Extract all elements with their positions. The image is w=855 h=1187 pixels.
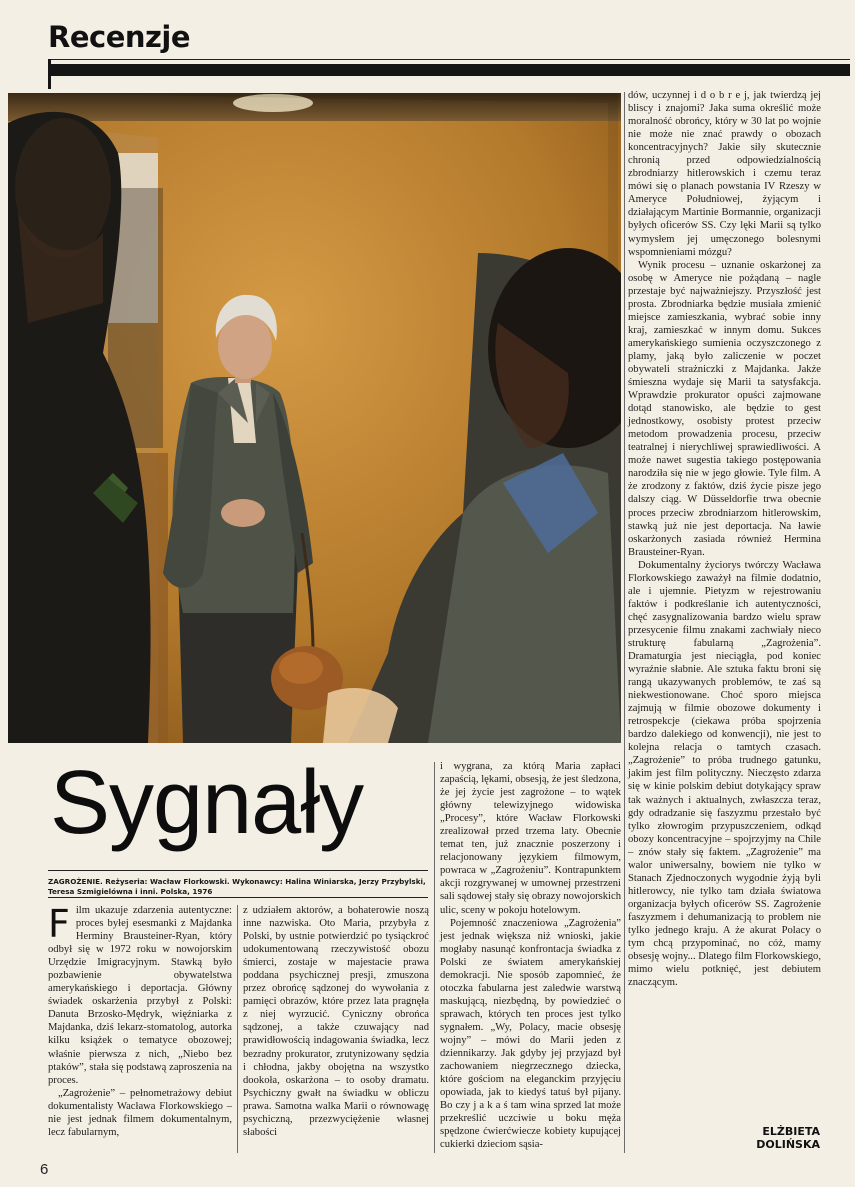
- author-last-name: DOLIŃSKA: [756, 1138, 820, 1151]
- paragraph: Pojemność znaczeniowa „Zagrożenia” jest jednak większa niż wnioski, jakie mogłaby nasunąć konfrontacja świadka z Polski ze światem amerykańskiej demokracji. Nie sposób zapomnieć, że otoczka fabularna jest zaledwie warstwą maskującą, niezbędną, by powiedzieć o sprawach, których ten proces jest tylko sygnałem. „Wy, Polacy, macie obsesję wojny” – mówi do Marii jeden z dziennikarzy. Jak gdyby jej przyjazd był zachowaniem niegrzecznego dziecka, które gościom na eleganckim przyjęciu opowiada, jak to kiedyś tatuś był pijany. Bo czy j a k a ś tam wina sprzed lat może przekreślić uczciwie u boku męża spędzone ćwierćwiecze kobiety kupującej cukierki dzieciom sąsia-: [440, 917, 621, 1151]
- credits-rule-top: [48, 870, 428, 871]
- page-number: 6: [40, 1161, 49, 1178]
- paragraph: Dokumentalny życiorys twórczy Wacława Florkowskiego zaważył na filmie dodatnio, ale i ujemnie. Pietyzm w rejestrowaniu faktów i podkreślanie ich autentyczności, chęć zasygnalizowania bardzo wielu spraw przesycenie filmu znakami zachwiały nieco strukturę fabularną „Zagrożenia”. Dramaturgia jest nieciągła, pod koniec wyraźnie słabnie. Ale sztuka faktu broni się rangą ukazywanych problemów, te zaś są niekwestionowane. Choć sporo miejsca zajmują w filmie obozowe dokumenty i retrospekcje (ciekawa próba spojrzenia bardzo dalekiego od konwencji), nie jest to kolejna relacja o tamtych czasach. „Zagrożenie” to próba trudnego gatunku, jakim jest film polityczny. Nieczęsto zdarza się w kinie polskim debiut dotykający spraw tak ważnych i aktualnych, zwłaszcza teraz, gdy odradzanie się faszyzmu przestało być tylko złowrogim przypuszczeniem, odkąd obozy koncentracyjne – spojrzyjmy na Chile – znów stały się faktem. „Zagrożenie” ma walor uniwersalny, bowiem nie tylko w Stanach Zjednoczonych wygodnie żyją byli hitlerowcy, nie tylko tam działa światowa organizacja byłych oficerów SS. Zagrożenie faszyzmem i dehumanizacją to problem nie tylko jednego kraju. A że akurat Polacy o tym chcą przypominać, no cóż, mamy obsesję wojny... Dlatego film Florkowskiego, mimo wielu potknięć, jest debiutem znaczącym.: [628, 559, 821, 989]
- film-credits: ZAGROŻENIE. Reżyseria: Wacław Florkowski. Wykonawcy: Halina Winiarska, Jerzy Przybylski, Teresa Szmigielówna i inni. Polska, 1976: [48, 877, 426, 896]
- column-divider-3: [624, 92, 625, 1153]
- article-column-center: [440, 760, 621, 1151]
- film-still-photo: [8, 93, 621, 743]
- author-byline: [745, 1125, 820, 1151]
- paragraph: z udziałem aktorów, a bohaterowie noszą inne nazwiska. Oto Maria, przybyła z Polski, by ustnie potwierdzić po tysiąckroć udokumentowaną rzeczywistość obozu śmierci, zostaje w majestacie prawa poddana psychicznej presji, zmuszona przez obrońcę sądzonej do wywołania z pamięci obrazów, które przez lata pragnęła z niej wyrzucić. Cyniczny obrońca sądzonej, a także czuwający nad prawidłowością indagowania świadka, lecz bezradny prokurator, zrutynizowany sędzia i chłodna, jakby obojętna na wszystko dookoła, oskarżona – to osoby dramatu. Psychiczny gwałt na świadku w obliczu prawa. Samotna walka Marii o równowagę psychiczną, przezwyciężenie własnej słabości: [243, 905, 429, 1138]
- paragraph-text: ilm ukazuje zdarzenia autentyczne: proces byłej esesmanki z Majdanka Herminy Brausteiner-Ryan, który odbył się w 1972 roku w nowojorskim Urzędzie Imigracyjnym. Stawką było pozbawienie obywatelstwa amerykańskiego i deportacja. Główny świadek oskarżenia przybył z Polski: Danuta Brzosko-Mędryk, więźniarka z Majdanka, dziś lekarz-stomatolog, autorka kilku książek o tematyce obozowej; właśnie pierwsza z nich, „Niebo bez ptaków”, stała się podstawą zaproszenia na proces.: [48, 905, 232, 1086]
- paragraph: i wygrana, za którą Maria zapłaci zapaścią, lękami, obsesją, że jest śledzona, że jej życie jest zagrożone – to wątek główny telewizyjnego widowiska „Procesy”, które Wacław Florkowski zrealizował przed trzema laty. Obecnie temat ten, już znacznie poszerzony i relacjonowany językiem filmowym, powraca w „Zagrożeniu”. Kontrapunktem akcji rozgrywanej w umownej przestrzeni sali sądowej stały się obrazy nowojorskich ulic, sceny w pokoju hotelowym.: [440, 761, 621, 916]
- header-rule-thick: [48, 64, 850, 76]
- header-rule-thin: [48, 59, 850, 60]
- drop-cap: F: [48, 902, 70, 946]
- paragraph: dów, uczynnej i d o b r e j, jak twierdzą jej bliscy i znajomi? Jaka suma określić może moralność obrońcy, który w 30 lat po wojnie nie może nie znać prawdy o obozach koncentracyjnych? Jakie siły skutecznie chronią przed odpowiedzialnością zbrodniarzy hitlerowskich i czemu teraz mówi się o planach powstania IV Rzeszy w Ameryce Południowej, żyjącym i działającym Martinie Bormannie, organizacji byłych oficerów SS. Czy lęki Marii są tylko wymysłem jej umęczonego bolesnymi wspomnieniami mózgu?: [628, 90, 821, 258]
- header-rule-tick: [48, 59, 51, 89]
- paragraph: [48, 904, 232, 1087]
- article-column-left: [48, 904, 232, 1139]
- section-title: Recenzje: [48, 20, 190, 54]
- paragraph: „Zagrożenie” – pełnometrażowy debiut dokumentalisty Wacława Florkowskiego – nie jest jednak filmem dokumentalnym, lecz fabularnym,: [48, 1087, 232, 1138]
- author-first-name: ELŻBIETA: [762, 1125, 820, 1138]
- credits-rule-bottom: [48, 897, 428, 898]
- column-divider-2: [434, 762, 435, 1153]
- article-headline: Sygnały: [50, 753, 364, 853]
- article-column-right: [628, 89, 821, 989]
- article-column-middle: [243, 904, 429, 1139]
- column-divider-1: [237, 905, 238, 1153]
- paragraph: Wynik procesu – uznanie oskarżonej za osobę w Ameryce nie pożądaną – nagle przestaje być najważniejszy. Przyszłość jest prosta. Zbrodniarka będzie musiała zmienić miejsce zamieszkania, wybrać sobie inny kraj, zamieszkać w innym domu. Sukces amerykańskiego sumienia oczyszczonego z plamy, jaką było zaliczenie w poczet obywateli strażniczki z Majdanka. Jakże śmieszna wydaje się Marii ta satysfakcja. Wprawdzie prokurator opuści zajmowane dotąd stanowisko, ale będzie to gest jednostkowy, osobisty protest przeciw metodom prowadzenia procesu, przeciw teatralnej i nierychliwej sprawiedliwości. A może nawet sugestia takiego postępowania narodziła się nie w jego głowie. Tyle film. A że zrodzony z faktów, dziś życie pisze jego dalszy ciąg. W Düsseldorfie trwa obecnie proces przeciw zbrodniarzom hitlerowskim, stawką już nie jest deportacja. Na ławie oskarżonych zasiada również Hermina Brausteiner-Ryan.: [628, 259, 821, 558]
